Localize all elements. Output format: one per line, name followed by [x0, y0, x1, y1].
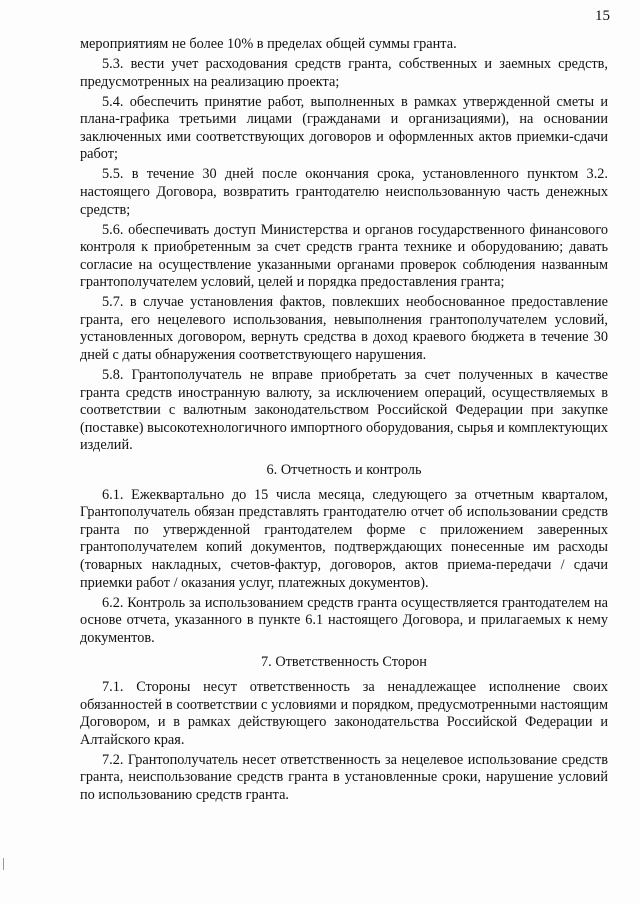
section-heading-responsibility: 7. Ответственность Сторон — [261, 654, 427, 671]
clause-7-2: 7.2. Грантополучатель несет ответственность за нецелевое использование средств гранта, неиспользование средств гранта в установленные сроки, нарушение условий по использованию средств гранта. — [80, 751, 608, 803]
clause-5-3: 5.3. вести учет расходования средств гранта, собственных и заемных средств, предусмотренных на реализацию проекта; — [80, 55, 608, 90]
clause-5-8: 5.8. Грантополучатель не вправе приобретать за счет полученных в качестве гранта средств иностранную валюту, за исключением операций, осуществляемых в соответствии с валютным законодательством Российской Федерации при закупке (поставке) высокотехнологичного импортного оборудования, сырья и комплектующих изделий. — [80, 367, 608, 454]
document-body — [80, 36, 608, 807]
clause-5-6: 5.6. обеспечивать доступ Министерства и органов государственного финансового контроля к приобретенным за счет средств гранта технике и оборудованию; давать согласие на осуществление указанными органами проверок соблюдения названным грантополучателем условий, целей и порядка предоставления гранта; — [80, 221, 608, 291]
clause-5-7: 5.7. в случае установления фактов, повлекших необоснованное предоставление гранта, его нецелевого использования, невыполнения грантополучателем условий, установленных договором, вернуть средства в доход краевого бюджета в течение 30 дней с даты обнаружения соответствующего нарушения. — [80, 294, 608, 364]
section-heading-reporting: 6. Отчетность и контроль — [266, 462, 422, 478]
clause-5-5: 5.5. в течение 30 дней после окончания срока, установленного пунктом 3.2. настоящего Договора, возвратить грантодателю неиспользованную часть денежных средств; — [80, 166, 608, 218]
page-number: 15 — [595, 8, 610, 24]
clause-6-1: 6.1. Ежеквартально до 15 числа месяца, следующего за отчетным кварталом, Грантополучатель обязан представлять грантодателю отчет об использовании средств гранта по утвержденной грантодателем форме с приложением заверенных грантополучателем копий документов, подтверждающих понесенные им расходы (товарных накладных, счетов-фактур, договоров, актов приема-передачи / сдачи приемки работ / оказания услуг, платежных документов). — [80, 486, 608, 591]
paragraph-continuation: мероприятиям не более 10% в пределах общей суммы гранта. — [80, 36, 457, 52]
clause-5-4: 5.4. обеспечить принятие работ, выполненных в рамках утвержденной сметы и плана-графика третьими лицами (гражданами и организациями), на основании заключенных ими соответствующих договоров и оформленных актов приемки-сдачи работ; — [80, 93, 608, 163]
clause-6-2: 6.2. Контроль за использованием средств гранта осуществляется грантодателем на основе отчета, указанного в пункте 6.1 настоящего Договора, и прилагаемых к нему документов. — [80, 594, 608, 646]
scan-margin-mark — [3, 858, 4, 870]
clause-7-1: 7.1. Стороны несут ответственность за ненадлежащее исполнение своих обязанностей в соответствии с условиями и порядком, предусмотренными настоящим Договором, и в рамках действующего законодательства Российской Федерации и Алтайского края. — [80, 678, 608, 748]
